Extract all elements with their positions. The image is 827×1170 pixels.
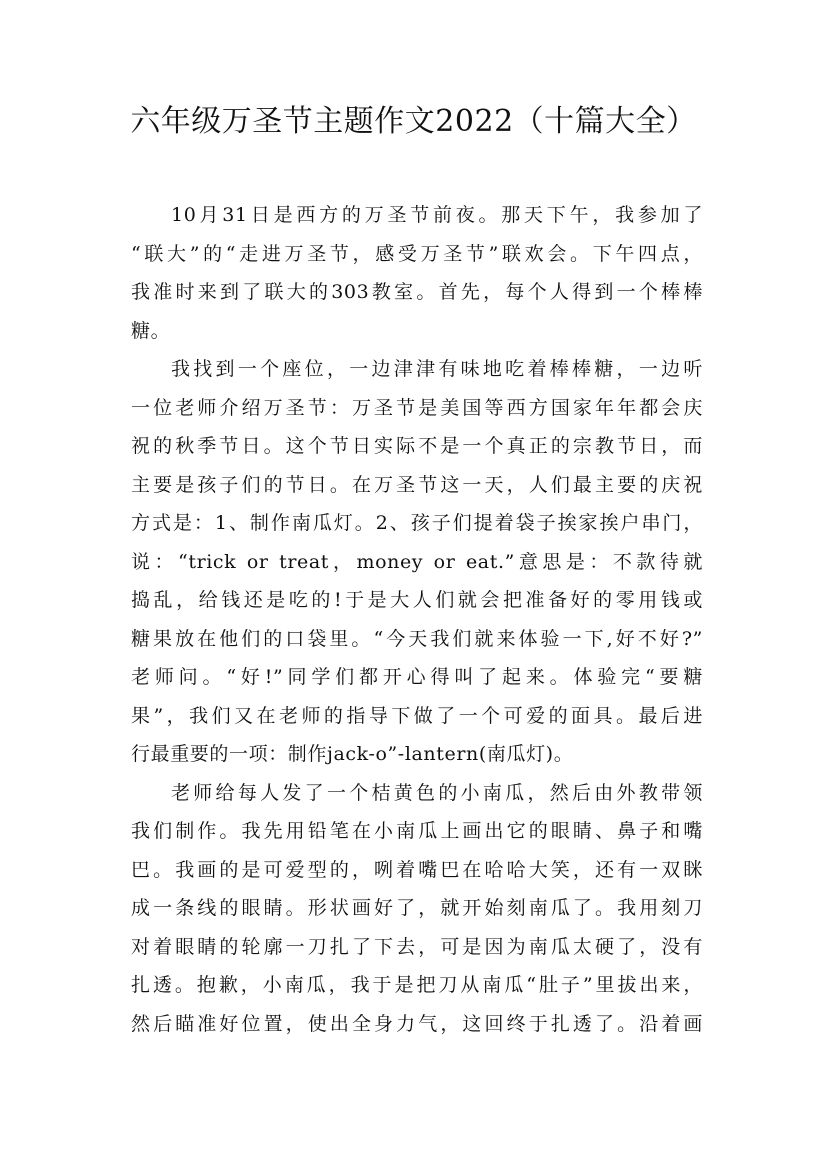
paragraph-line: 成一条线的眼睛。形状画好了，就开始刻南瓜了。我用刻刀 — [131, 897, 703, 919]
paragraph-line: 主要是孩子们的节日。在万圣节这一天，人们最主要的庆祝 — [131, 473, 703, 496]
paragraph-line: 然后瞄准好位置，使出全身力气，这回终于扎透了。沿着画 — [131, 1012, 703, 1035]
paragraph-line: 行最重要的一项：制作jack-o”-lantern(南瓜灯)。 — [131, 743, 574, 765]
paragraph-line: 祝的秋季节日。这个节日实际不是一个真正的宗教节日，而 — [131, 435, 703, 457]
paragraph-line: 巴。我画的是可爱型的，咧着嘴巴在哈哈大笑，还有一双眯 — [131, 858, 703, 881]
document-title: 六年级万圣节主题作文2022（十篇大全） — [130, 104, 697, 139]
paragraph-line: “联大”的“走进万圣节，感受万圣节”联欢会。下午四点， — [131, 242, 703, 265]
paragraph-line: 我们制作。我先用铅笔在小南瓜上画出它的眼睛、鼻子和嘴 — [131, 820, 703, 842]
paragraph-line: 老师给每人发了一个桔黄色的小南瓜，然后由外教带领 — [171, 781, 703, 804]
document-body — [131, 196, 703, 1043]
paragraph-line: 捣乱，给钱还是吃的!于是大人们就会把准备好的零用钱或 — [131, 589, 703, 611]
paragraph-line: 说：“trick or treat，money or eat.”意思是：不款待就 — [131, 550, 703, 573]
paragraph-line: 对着眼睛的轮廓一刀扎了下去，可是因为南瓜太硬了，没有 — [131, 935, 703, 958]
paragraph-line: 糖。 — [131, 319, 171, 342]
paragraph-line: 扎透。抱歉，小南瓜，我于是把刀从南瓜“肚子”里拔出来， — [131, 974, 703, 996]
paragraph-line: 方式是：1、制作南瓜灯。2、孩子们提着袋子挨家挨户串门， — [131, 512, 703, 534]
paragraph-line: 我准时来到了联大的303教室。首先，每个人得到一个棒棒 — [131, 281, 703, 303]
paragraph-line: 我找到一个座位，一边津津有味地吃着棒棒糖，一边听 — [171, 358, 703, 380]
paragraph-line: 糖果放在他们的口袋里。“今天我们就来体验一下,好不好?” — [131, 627, 703, 650]
paragraph-line: 老师问。“好!”同学们都开心得叫了起来。体验完“要糖 — [131, 666, 703, 688]
paragraph-line: 果”，我们又在老师的指导下做了一个可爱的面具。最后进 — [131, 704, 703, 727]
paragraph-line: 一位老师介绍万圣节：万圣节是美国等西方国家年年都会庆 — [131, 396, 703, 419]
paragraph-line: 10月31日是西方的万圣节前夜。那天下午，我参加了 — [171, 204, 703, 226]
